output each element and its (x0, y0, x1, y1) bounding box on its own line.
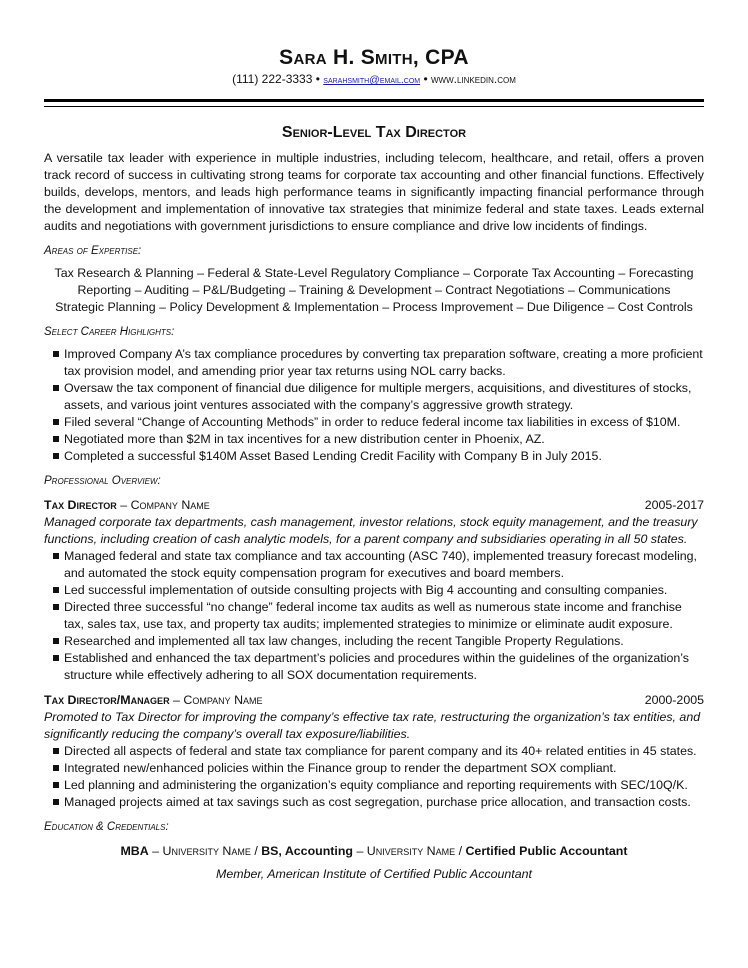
degree-bs: BS, Accounting (261, 844, 353, 858)
job-bullet: Established and enhanced the tax department’s policies and procedures within the guidelines of the organization’s structure while effectively adhering to all SOX documentation requirements. (44, 650, 704, 684)
bullet-separator: • (423, 72, 431, 86)
dash-separator: – (173, 693, 184, 707)
candidate-name: Sara H. Smith, CPA (279, 46, 469, 69)
header-rule-thin (44, 106, 704, 107)
degree-mba: MBA (120, 844, 149, 858)
resume-title: Senior-Level Tax Director (281, 124, 467, 141)
highlight-item: Filed several “Change of Accounting Methods” in order to reduce federal income tax liabilities in excess of $10M. (44, 414, 704, 431)
dash-separator: – (152, 844, 163, 858)
section-label-overview: Professional Overview: (44, 475, 161, 487)
phone-number: (111) 222-3333 (232, 72, 313, 86)
summary-paragraph: A versatile tax leader with experience in multiple industries, including telecom, healthcare, and retail, offers a proven track record of success in cultivating strong teams for corporate tax accounting and other financial functions. Effectively builds, develops, mentors, and leads high performance teams in significantly impacting financial performance through the development and implementation of innovative tax strategies that minimize federal and state taxes. Leads external audits and negotiations with government jurisdictions to ensure compliance and drive low incidents of findings. (44, 151, 704, 233)
job-description: Promoted to Tax Director for improving the company’s effective tax rate, restructuring the organization’s tax entities, and significantly reducing the company’s overall tax exposure/liabilities. (44, 710, 701, 741)
slash-separator: / (458, 844, 466, 858)
school-name: University Name (366, 844, 456, 858)
bullet-separator: • (315, 72, 324, 86)
job-bullets (44, 548, 704, 684)
highlight-item: Completed a successful $140M Asset Based Lending Credit Facility with Company B in July 2015. (44, 448, 704, 465)
slash-separator: / (254, 844, 262, 858)
job-dates: 2000-2005 (644, 693, 704, 707)
email-link[interactable]: sarahsmith@email.com (323, 74, 421, 86)
expertise-line: Tax Research & Planning – Federal & State-Level Regulatory Compliance – Corporate Tax Accounting – Forecasting (54, 266, 694, 280)
job-company: Company Name (183, 693, 263, 707)
job-header (44, 692, 704, 709)
job-description: Managed corporate tax departments, cash management, investor relations, stock equity management, and the treasury functions, including creation of cash analytic models, for a parent company and subsidiaries operating in all 50 states. (44, 515, 698, 546)
credential: Certified Public Accountant (465, 844, 628, 858)
job-bullet: Managed projects aimed at tax savings such as cost segregation, purchase price allocation, and transaction costs. (44, 794, 704, 811)
dash-separator: – (356, 844, 367, 858)
highlights-list (44, 346, 704, 465)
job-company: Company Name (130, 498, 210, 512)
job-title: Tax Director (44, 498, 117, 512)
education-degrees (44, 843, 704, 860)
highlight-item: Improved Company A’s tax compliance procedures by converting tax preparation software, creating a more proficient tax provision model, and amending prior year tax returns using NOL carry backs. (44, 346, 704, 380)
job-bullet: Led successful implementation of outside consulting projects with Big 4 accounting and consulting companies. (44, 582, 704, 599)
job-bullet: Directed all aspects of federal and state tax compliance for parent company and its 40+ related entities in 45 states. (44, 743, 704, 760)
job-entry (44, 497, 704, 684)
section-label-expertise: Areas of Expertise: (44, 245, 142, 257)
expertise-line: Reporting – Auditing – P&L/Budgeting – Training & Development – Contract Negotiations – Communications (77, 283, 671, 297)
job-bullet: Directed three successful “no change” federal income tax audits as well as numerous state income and franchise tax, sales tax, use tax, and property tax audits; implemented strategies to minimize or eliminate audit exposure. (44, 599, 704, 633)
job-title: Tax Director/Manager (44, 693, 170, 707)
job-title-line (44, 497, 210, 514)
job-bullet: Researched and implemented all tax law changes, including the recent Tangible Property Regulations. (44, 633, 704, 650)
section-label-education: Education & Credentials: (44, 821, 169, 833)
expertise-line: Strategic Planning – Policy Development & Implementation – Process Improvement – Due Diligence – Cost Controls (55, 300, 693, 314)
dash-separator: – (120, 498, 131, 512)
job-bullet: Led planning and administering the organization’s equity compliance and reporting requirements with SEC/10Q/K. (44, 777, 704, 794)
expertise-list (44, 265, 704, 316)
membership: Member, American Institute of Certified Public Accountant (216, 867, 532, 881)
job-title-line (44, 692, 263, 709)
header-rule-thick (44, 99, 704, 102)
contact-line (0, 72, 748, 86)
website-text: www.linkedin.com (430, 72, 516, 86)
section-label-highlights: Select Career Highlights: (44, 326, 175, 338)
job-bullet: Integrated new/enhanced policies within the Finance group to render the department SOX compliant. (44, 760, 704, 777)
highlight-item: Oversaw the tax component of financial due diligence for multiple mergers, acquisitions, and divestitures of stocks, assets, and various joint ventures associated with the company’s aggressive growth strategy. (44, 380, 704, 414)
job-dates: 2005-2017 (644, 498, 704, 512)
job-bullet: Managed federal and state tax compliance and tax accounting (ASC 740), implemented treasury forecast modeling, and automated the stock equity compensation program for executives and board members. (44, 548, 704, 582)
job-bullets (44, 743, 704, 811)
highlight-item: Negotiated more than $2M in tax incentives for a new distribution center in Phoenix, AZ. (44, 431, 704, 448)
job-entry (44, 692, 704, 811)
school-name: University Name (162, 844, 251, 858)
job-header (44, 497, 704, 514)
resume-body (44, 150, 704, 883)
